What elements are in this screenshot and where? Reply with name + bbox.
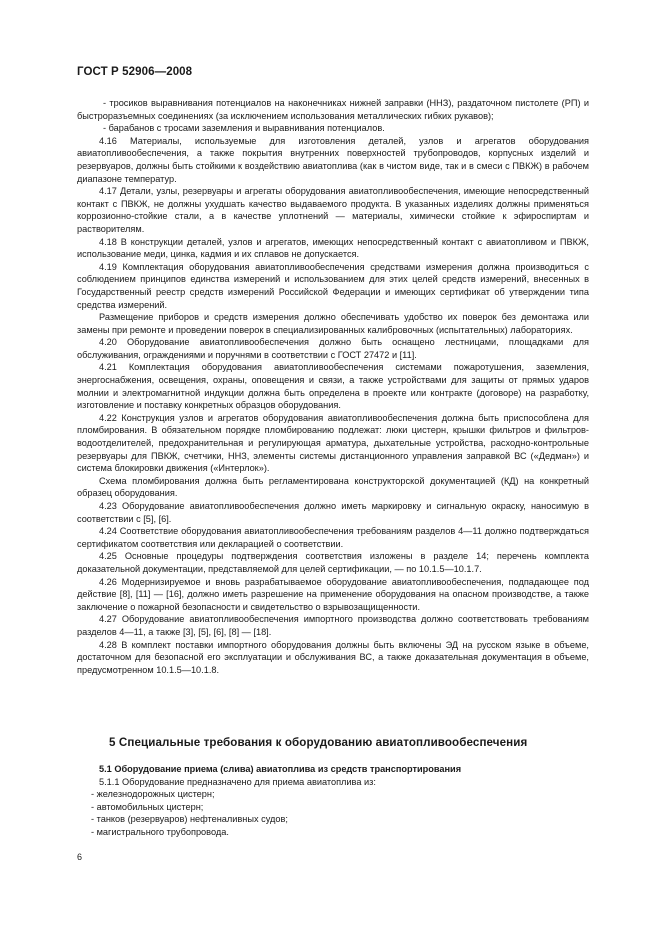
list-item: - магистрального трубопровода.: [91, 826, 229, 837]
subsection-intro: 5.1.1 Оборудование предназначено для приема авиатоплива из:: [99, 776, 376, 787]
paragraph: 4.17 Детали, узлы, резервуары и агрегаты оборудования авиатопливообеспечения, имеющие непосредственный контакт с ПВКЖ, не должны ухудшать качество выдаваемого продукта. В указанных изделиях должны применяться коррозионно-стойкие стали, а в качестве уплотнений — материалы, химически стойкие к эфироспиртам и растворителям.: [77, 186, 589, 234]
paragraph: 4.24 Соответствие оборудования авиатопливообеспечения требованиям разделов 4—11 должно подтверждаться сертификатом соответствия или декларацией о соответствии.: [77, 526, 589, 549]
body-text: [77, 97, 589, 676]
paragraph: 4.16 Материалы, используемые для изготовления деталей, узлов и агрегатов оборудования авиатопливообеспечения, а также покрытия внутренних поверхностей трубопроводов, корпусных изделий и резервуаров, должны быть стойкими к воздействию авиатоплива (как в чистом виде, так и в смеси с ПВКЖ) в рабочем диапазоне температур.: [77, 135, 589, 184]
document-header: ГОСТ Р 52906—2008: [77, 66, 193, 78]
list-item: - железнодорожных цистерн;: [91, 789, 215, 800]
paragraph: 4.26 Модернизируемое и вновь разрабатываемое оборудование авиатопливообеспечения, подпадающее под действие [8], [11] — [16], должно иметь разрешение на применение оборудования на опасном производстве, а также заключение о пожарной безопасности и свидетельство о взрывозащищенности.: [77, 576, 589, 612]
paragraph: Размещение приборов и средств измерения должно обеспечивать удобство их поверок без демонтажа или замены при ремонте и проведении поверок в специализированных калибровочных (испытательных) лабораториях.: [77, 312, 589, 335]
paragraph: 4.27 Оборудование авиатопливообеспечения импортного производства должно соответствовать требованиям разделов 4—11, а также [3], [5], [6], [8] — [18].: [77, 614, 589, 637]
paragraph: 4.25 Основные процедуры подтверждения соответствия изложены в разделе 14; перечень комплекта доказательной документации, представляемой для целей сертификации, — по 10.1.5—10.1.7.: [77, 551, 589, 574]
paragraph: 4.18 В конструкции деталей, узлов и агрегатов, имеющих непосредственный контакт с авиатопливом и ПВКЖ, использование меди, цинка, кадмия и их сплавов не допускается.: [77, 236, 589, 260]
paragraph: 4.28 В комплект поставки импортного оборудования должны быть включены ЭД на русском языке в объеме, достаточном для безопасной его эксплуатации и обслуживания ВС, а также доказательная документация в объеме, предусмотренном 10.1.5—10.1.8.: [77, 639, 589, 675]
paragraph: 4.19 Комплектация оборудования авиатопливообеспечения средствами измерения должна производиться с соблюдением принципов единства измерений и использованием для этих целей средств измерений, внесенных в Государственный реестр средств измерений Российской Федерации и имеющих сертификат об утверждении типа средства измерений.: [77, 261, 589, 310]
paragraph: 4.20 Оборудование авиатопливообеспечения должно быть оснащено лестницами, площадками для обслуживания, ограждениями и поручнями в соответствии с ГОСТ 27472 и [11].: [77, 337, 589, 360]
paragraph: 4.21 Комплектация оборудования авиатопливообеспечения системами пожаротушения, заземления, энергоснабжения, освещения, охраны, оповещения и связи, а также устройствами для защиты от прямых ударов молнии и электромагнитной индукции должна быть определена в проекте или контракте (договоре) на разработку, изготовление и поставку конкретных образцов оборудования.: [77, 362, 589, 411]
page-number: 6: [77, 852, 83, 862]
section-title: 5 Специальные требования к оборудованию авиатопливообеспечения: [109, 736, 528, 749]
paragraph: Схема пломбирования должна быть регламентирована конструкторской документацией (КД) на конкретный образец оборудования.: [77, 475, 589, 499]
list-item: - танков (резервуаров) нефтеналивных судов;: [91, 814, 288, 825]
paragraph: 4.23 Оборудование авиатопливообеспечения должно иметь маркировку и сигнальную окраску, наносимую в соответствии с [5], [6].: [77, 501, 589, 524]
list-item: - автомобильных цистерн;: [91, 801, 204, 812]
subsection: [77, 763, 589, 839]
paragraph: - барабанов с тросами заземления и выравнивания потенциалов.: [103, 123, 385, 134]
paragraph: - тросиков выравнивания потенциалов на наконечниках нижней заправки (ННЗ), раздаточном пистолете (РП) и быстроразъемных соединениях (за исключением использования металлических гибких рукавов);: [77, 98, 589, 121]
paragraph: 4.22 Конструкция узлов и агрегатов оборудования авиатопливообеспечения должна быть приспособлена для пломбирования. В обязательном порядке пломбированию подлежат: люки цистерн, крышки фильтров и фильтров-водоотделителей, предохранительная и регулирующая арматура, дыхательные устройства, расходно-контрольные резервуары для ПВКЖ, счетчики, ННЗ, элементы системы дистанционного управления заправкой ВС («Дедман») и система блокировки движения («Интерлок»).: [77, 412, 589, 474]
subsection-heading: 5.1 Оборудование приема (слива) авиатоплива из средств транспортирования: [99, 764, 462, 774]
